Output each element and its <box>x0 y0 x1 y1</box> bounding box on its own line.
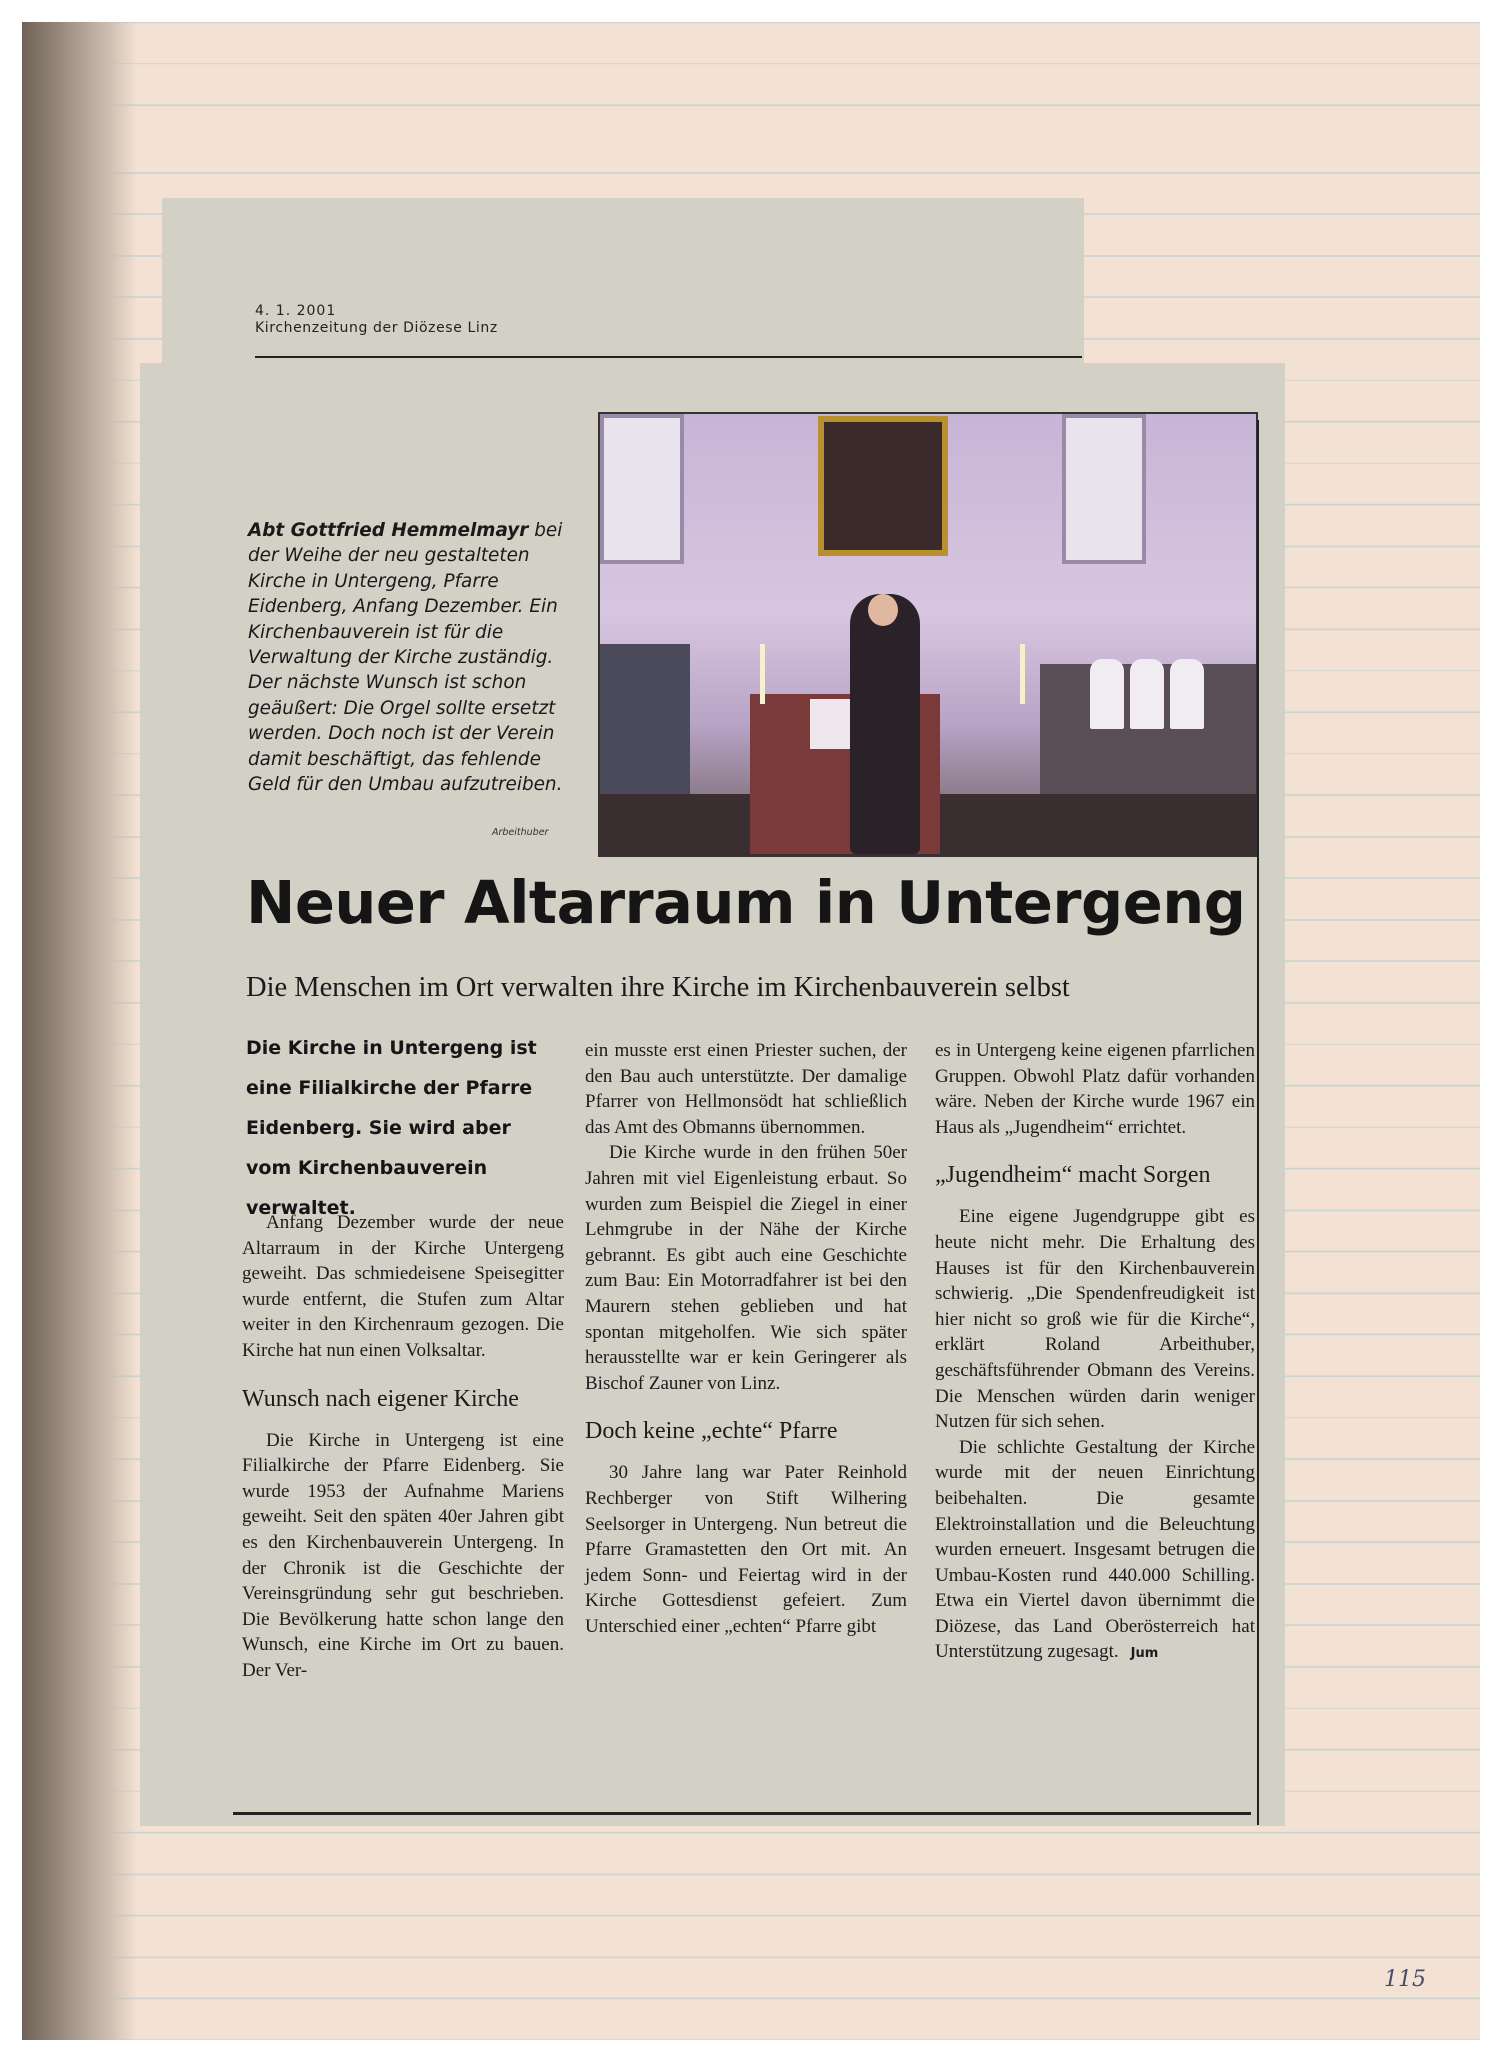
section-heading: „Jugendheim“ macht Sorgen <box>935 1162 1211 1189</box>
article-right-rule <box>1257 420 1259 1825</box>
paragraph: ein musste erst einen Priester suchen, der den Bau auch unterstützte. Der damalige Pfarrer von Hellmonsödt hat schließlich das Amt des Obmanns übernommen. <box>585 1040 907 1138</box>
page-number: 115 <box>1384 1967 1426 1992</box>
article-subhead: Die Menschen im Ort verwalten ihre Kirche im Kirchenbauverein selbst <box>246 972 1070 1003</box>
church-photo <box>598 412 1258 857</box>
article-lead: Die Kirche in Untergeng ist eine Filialkirche der Pfarre Eidenberg. Sie wird aber vom Kirchenbauverein verwaltet. <box>246 1037 537 1219</box>
photo-caption <box>248 518 578 797</box>
issue-date: 4. 1. 2001 <box>255 303 337 319</box>
article-headline: Neuer Altarraum in Untergeng <box>246 868 1246 937</box>
section-heading: Doch keine „echte“ Pfarre <box>585 1418 838 1445</box>
paragraph: Die Kirche in Untergeng ist eine Filialkirche der Pfarre Eidenberg. Sie wurde 1953 der Aufnahme Mariens geweiht. Seit den späten 40er Jahren gibt es den Kirchenbauverein Untergeng. In der Chronik ist die Geschichte der Vereinsgründung sehr gut beschrieben. Die Bevölkerung hatte schon lange den Wunsch, eine Kirche im Ort zu bauen. Der Ver- <box>242 1429 564 1681</box>
photo-altar-painting <box>818 416 948 556</box>
clipping-edge <box>1084 368 1285 388</box>
photo-altar-server <box>1090 659 1124 729</box>
caption-text: bei der Weihe der neu gestalteten Kirche in Untergeng, Pfarre Eidenberg, Anfang Dezember. Ein Kirchenbauverein ist für die Verwaltung der Kirche zuständig. Der nächste Wunsch ist schon geäußert: Die Orgel sollte ersetzt werden. Doch noch ist der Verein damit beschäftigt, das fehlende Geld für den Umbau aufzutreiben. <box>248 520 563 796</box>
paragraph-text: Die schlichte Gestaltung der Kirche wurde mit der neuen Einrichtung beibehalten. Die gesamte Elektroinstallation und die Beleuchtung wurden erneuert. Insgesamt betrugen die Umbau-Kosten rund 440.000 Schilling. Etwa ein Viertel davon übernimmt die Diözese, das Land Oberösterreich hat Unterstützung zugesagt. <box>935 1436 1255 1663</box>
masthead-rule <box>255 356 1082 358</box>
paragraph: es in Untergeng keine eigenen pfarrlichen Gruppen. Obwohl Platz dafür vorhanden wäre. Neben der Kirche wurde 1967 ein Haus als „Jugendheim“ errichtet. <box>935 1040 1255 1138</box>
binding-shadow <box>22 22 137 2040</box>
section-heading: Wunsch nach eigener Kirche <box>242 1385 519 1412</box>
photo-altar-server <box>1130 659 1164 729</box>
article-column-3 <box>935 1038 1255 1667</box>
paragraph: Eine eigene Jugendgruppe gibt es heute nicht mehr. Die Erhaltung des Hauses ist für den Kirchenbauverein schwierig. „Die Spendenfreudigkeit ist hier nicht so groß wie für die Kirche“, erklärt Roland Arbeithuber, geschäftsführender Obmann des Vereins. Die Menschen würden darin weniger Nutzen für sich sehen. <box>935 1206 1255 1433</box>
paragraph: 30 Jahre lang war Pater Reinhold Rechberger von Stift Wilhering Seelsorger in Untergeng. Nun betreut die Pfarre Gramastetten den Ort mit. An jedem Sonn- und Feiertag wird in der Kirche Gottesdienst gefeiert. Zum Unterschied einer „echten“ Pfarre gibt <box>585 1462 907 1637</box>
clipping-masthead-strip <box>162 198 1084 363</box>
photo-candle <box>760 644 765 704</box>
photo-altar-server <box>1170 659 1204 729</box>
article-column-1 <box>242 1210 564 1684</box>
article-bottom-rule <box>233 1812 1251 1815</box>
photo-candle <box>1020 644 1025 704</box>
photo-credit: Arbeithuber <box>492 827 549 838</box>
photo-window-left <box>600 414 684 564</box>
author-initials: Jum <box>1130 1646 1159 1662</box>
photo-abbot <box>850 594 920 854</box>
photo-window-right <box>1062 414 1146 564</box>
masthead <box>255 303 498 336</box>
photo-abbot-head <box>868 594 898 626</box>
paragraph: Die Kirche wurde in den frühen 50er Jahren mit viel Eigenleistung erbaut. So wurden zum Beispiel die Ziegel in einer Lehmgrube in der Nähe der Kirche gebrannt. Es gibt auch eine Geschichte zum Bau: Ein Motorradfahrer ist bei den Maurern stehen geblieben und hat spontan mitgeholfen. Wie sich später herausstellte war er kein Geringerer als Bischof Zauner von Linz. <box>585 1142 907 1394</box>
article-column-2 <box>585 1038 907 1639</box>
paragraph <box>935 1435 1255 1667</box>
newspaper-name: Kirchenzeitung der Diözese Linz <box>255 320 498 336</box>
paragraph: Anfang Dezember wurde der neue Altarraum in der Kirche Untergeng geweiht. Das schmiedeisene Speisegitter wurde entfernt, die Stufen zum Altar weiter in den Kirchenraum gezogen. Die Kirche hat nun einen Volksaltar. <box>242 1212 564 1361</box>
caption-name: Abt Gottfried Hemmelmayr <box>248 520 529 541</box>
